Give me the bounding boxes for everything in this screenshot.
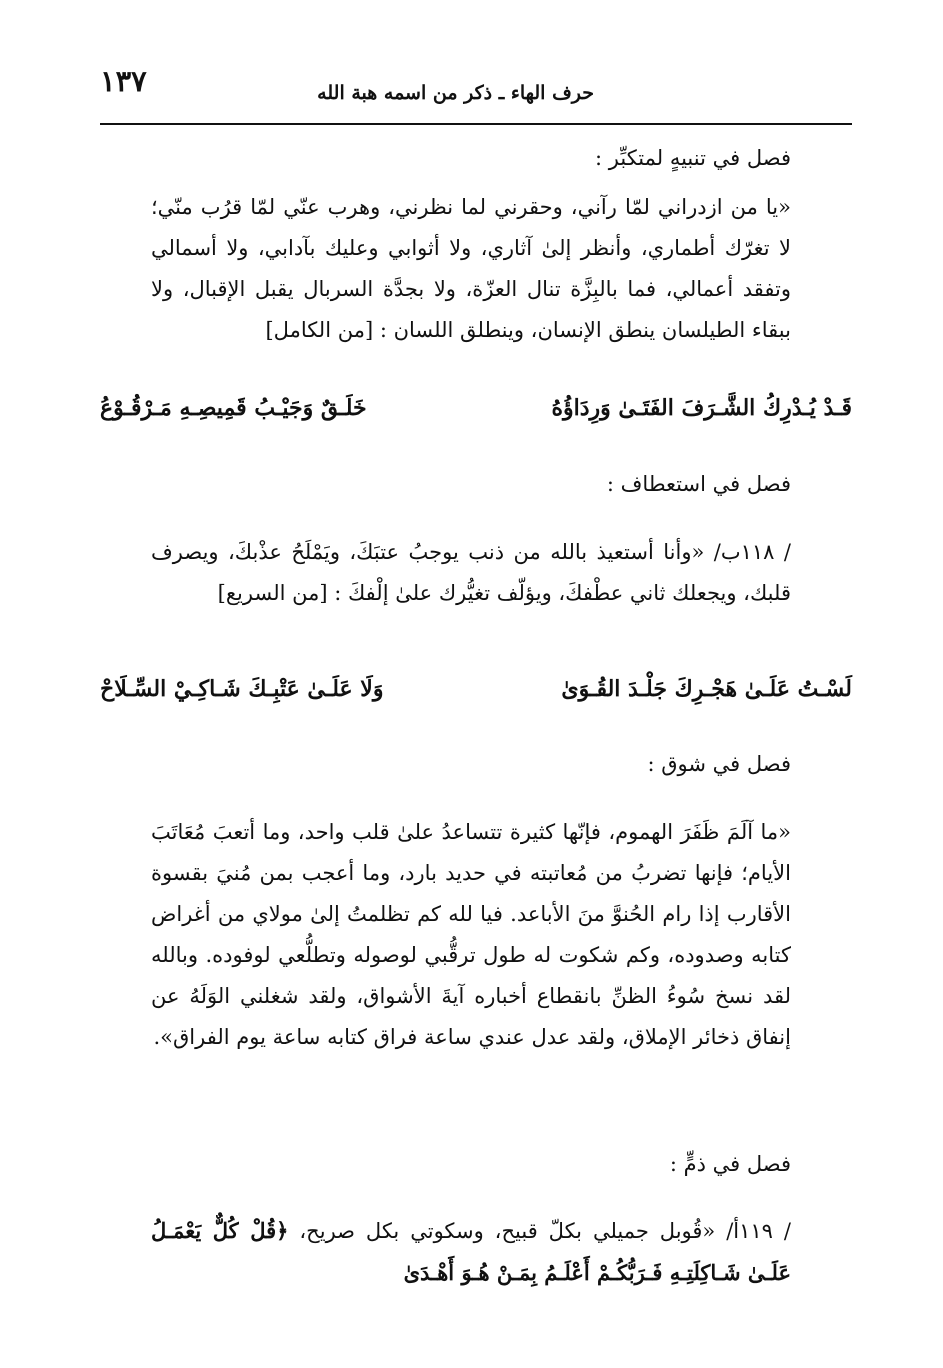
verse-first-hemistich: قَـدْ يُـدْرِكُ الشَّـرَفَ الفَتَـىٰ وَرِدَاؤُهُ <box>551 395 852 421</box>
verse-line <box>100 395 852 439</box>
verse-line <box>100 676 852 720</box>
verse-first-hemistich: لَسْـتُ عَلَـىٰ هَجْـرِكَ جَلْـدَ القُـوَىٰ <box>561 676 852 702</box>
page-header <box>100 58 852 118</box>
section-heading: فصل في تنبيهٍ لمتكبِّر : <box>595 146 791 170</box>
section-heading: فصل في ذمٍّ : <box>669 1152 791 1176</box>
section-heading: فصل في شوق : <box>647 752 791 776</box>
running-title: حرف الهاء ـ ذكر من اسمه هبة الله <box>317 82 594 104</box>
page-number: ١٣٧ <box>100 64 147 98</box>
section-heading: فصل في استعطاف : <box>606 472 791 496</box>
section-paragraph: «ما آلَمَ ظَفَرَ الهموم، فإنّها كثيرة تتساعدُ علىٰ قلب واحد، وما أتعبَ مُعَاتَبَ الأيام؛ فإنها تضربُ من مُعاتبته في حديد بارد، وما أعجب بمن مُنيَ بقسوة الأقارب إذا رام الحُنوَّ منَ الأباعد. فيا لله كم تظلمتُ إلىٰ مولاي من أغراض كتابه وصدوده، وكم شكوت له طول ترقُّبي لوصوله وتطلُّعي لوفوده. وبالله لقد نسخ سُوءُ الظنِّ بانقطاع أخباره آيةَ الأشواق، ولقد شغلني الوَلَهُ عن إنفاق ذخائر الإملاق، ولقد عدل عندي ساعة فراق كتابه ساعة يوم الفراق». <box>151 820 791 1049</box>
section-paragraph: / ١١٨ب/ «وأنا أستعيذ بالله من ذنب يوجبُ عتبَكَ، ويَمْلَحُ عذْبكَ، ويصرف قلبك، ويجعلك ثاني عطْفكَ، ويؤلّف تغيُّرك علىٰ إلْفكَ : [من السريع] <box>151 540 791 605</box>
section-paragraph: «يا من ازدراني لمّا رآني، وحقرني لما نظرني، وهرب عنّي لمّا قرُب منّي؛ لا تغرّك أطماري، وأنظر إلىٰ آثاري، ولا أثوابي وعليك بآدابي، ولا أسمالي وتفقد أعمالي، فما بالبِزَّة تنال العزّة، ولا بجدَّة السربال يقبل الإقبال، ولا ببقاء الطيلسان ينطق الإنسان، وينطلق اللسان : [من الكامل] <box>151 195 791 342</box>
verse-second-hemistich: خَلَـقٌ وَجَيْـبُ قَمِيصِـهِ مَـرْقُـوْعُ <box>100 395 367 421</box>
verse-second-hemistich: وَلَا عَلَـىٰ عَتْبِـكَ شَـاكِـيْ السِّـلَاحْ <box>100 676 384 702</box>
header-divider <box>100 123 852 125</box>
paragraph-text: / ١١٩أ/ «قُوبل جميلي بكلّ قبيح، وسكوتي بكل صريح، <box>288 1219 791 1243</box>
quran-quote: ﴿قُلْ كُلٌّ يَعْمَـلُ عَلَـىٰ شَـاكِلَتِـهِ فَـرَبُّكُـمْ أَعْلَـمُ بِمَـنْ هُـوَ أَهْـدَىٰ <box>151 1218 791 1285</box>
section-paragraph <box>151 1210 791 1294</box>
